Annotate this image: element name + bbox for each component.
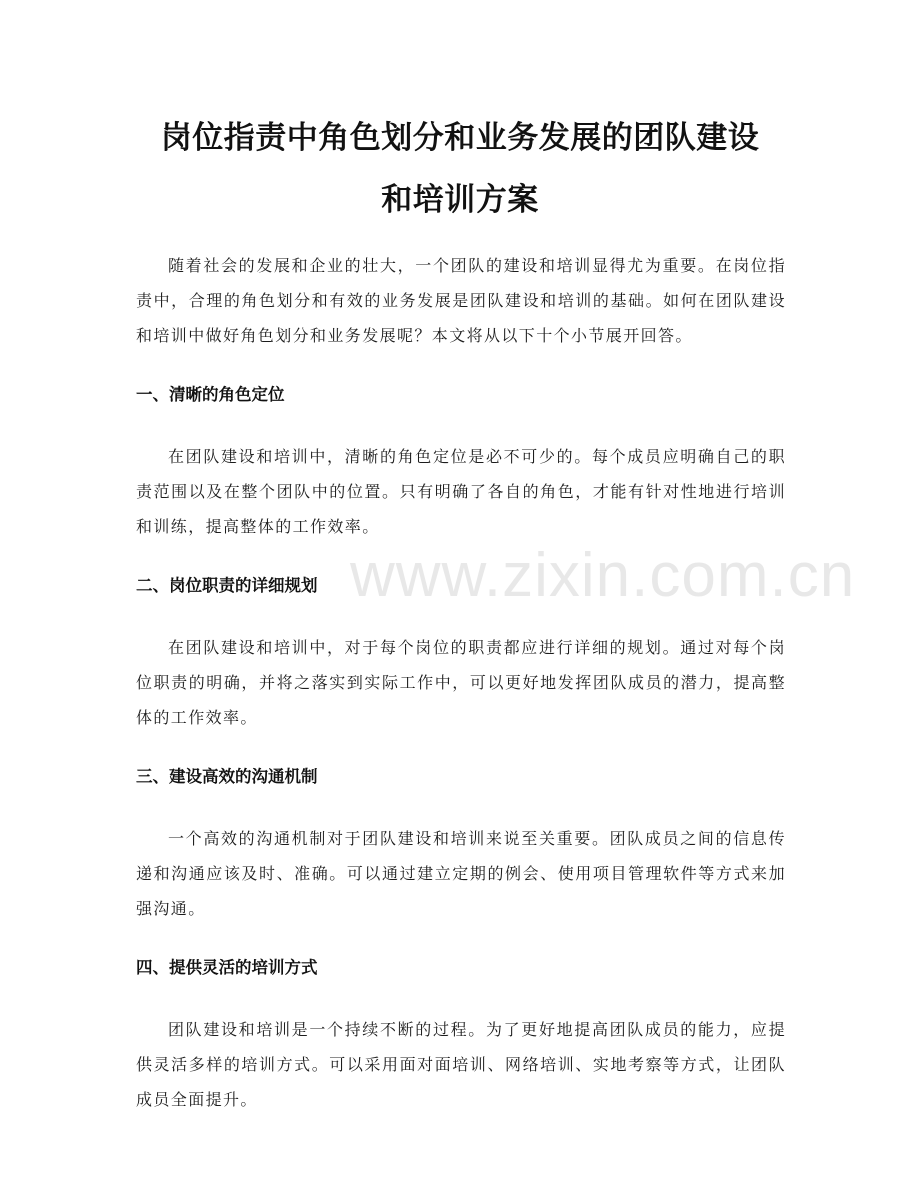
document-title-line1: 岗位指责中角色划分和业务发展的团队建设 xyxy=(160,120,760,156)
section-heading-2: 二、岗位职责的详细规划 xyxy=(136,576,318,595)
section-paragraph-1: 在团队建设和培训中，清晰的角色定位是必不可少的。每个成员应明确自己的职责范围以及在整个团队中的位置。只有明确了各自的角色，才能有针对性地进行培训和训练，提高整体的工作效率。 xyxy=(136,447,786,536)
section-paragraph-4: 团队建设和培训是一个持续不断的过程。为了更好地提高团队成员的能力，应提供灵活多样的培训方式。可以采用面对面培训、网络培训、实地考察等方式，让团队成员全面提升。 xyxy=(136,1020,786,1109)
section-paragraph-2: 在团队建设和培训中，对于每个岗位的职责都应进行详细的规划。通过对每个岗位职责的明确，并将之落实到实际工作中，可以更好地发挥团队成员的潜力，提高整体的工作效率。 xyxy=(136,638,786,727)
intro-paragraph: 随着社会的发展和企业的壮大，一个团队的建设和培训显得尤为重要。在岗位指责中，合理的角色划分和有效的业务发展是团队建设和培训的基础。如何在团队建设和培训中做好角色划分和业务发展呢？本文将从以下十个小节展开回答。 xyxy=(136,256,786,345)
section-paragraph-3: 一个高效的沟通机制对于团队建设和培训来说至关重要。团队成员之间的信息传递和沟通应该及时、准确。可以通过建立定期的例会、使用项目管理软件等方式来加强沟通。 xyxy=(136,829,786,918)
document-title-line2: 和培训方案 xyxy=(381,182,539,218)
document-body xyxy=(136,248,786,1117)
section-heading-1: 一、清晰的角色定位 xyxy=(136,385,285,404)
section-heading-4: 四、提供灵活的培训方式 xyxy=(136,958,318,977)
watermark: www.zixin.com.cn xyxy=(350,541,856,610)
section-heading-3: 三、建设高效的沟通机制 xyxy=(136,767,318,786)
